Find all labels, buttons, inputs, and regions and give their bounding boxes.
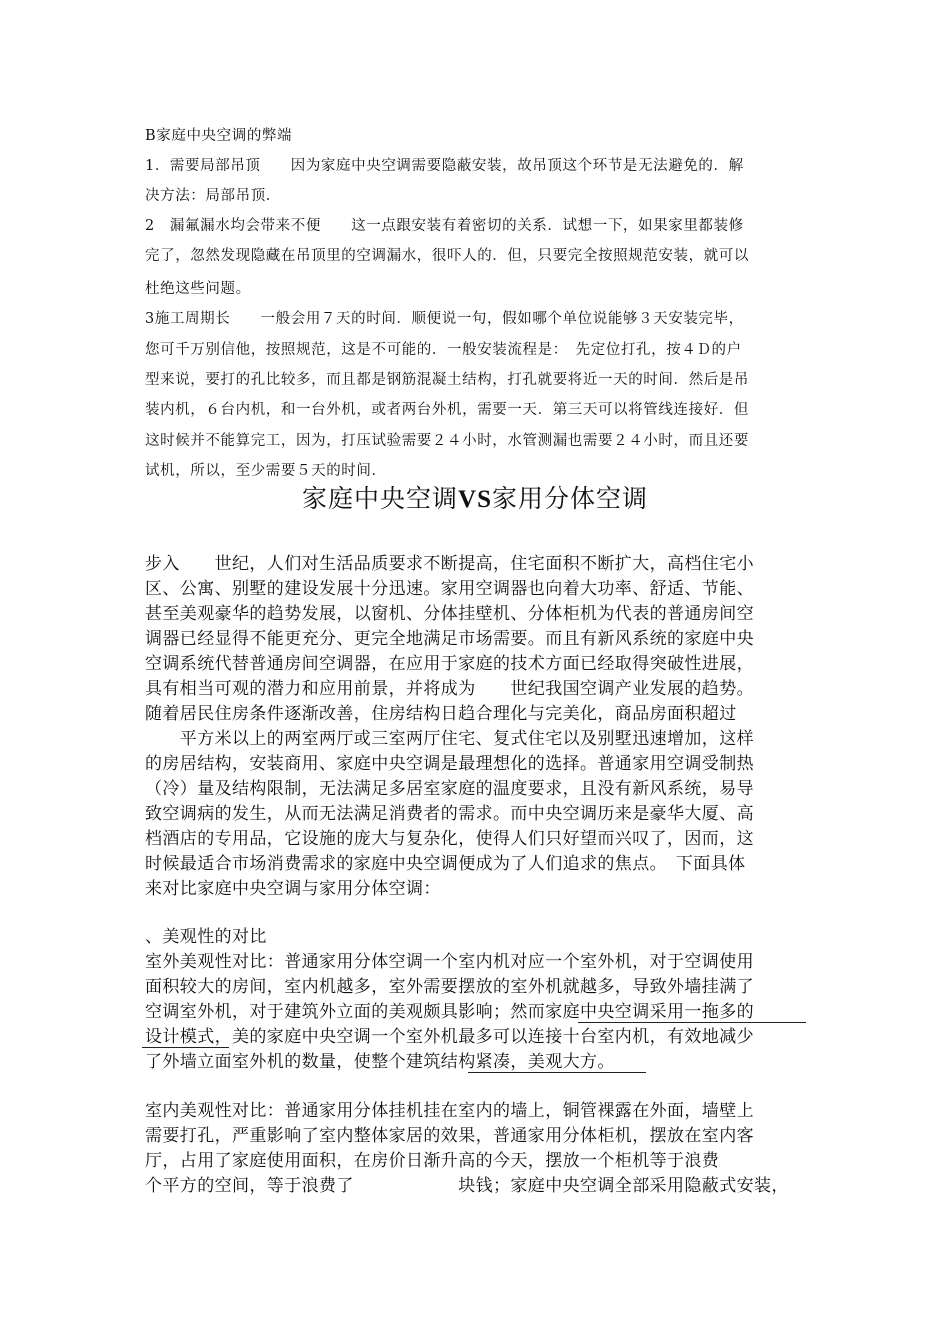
section-b-line: 3施工周期长 一般会用７天的时间．顺便说一句，假如哪个单位说能够３天安装完毕， <box>145 311 744 327</box>
outdoor-line: 了外墙立面室外机的数量，使整个建筑结构紧凑，美观大方。 <box>145 1052 615 1072</box>
section-b-heading: B家庭中央空调的弊端 <box>145 128 293 144</box>
outdoor-line: 面积较大的房间，室内机越多，室外需要摆放的室外机就越多，导致外墙挂满了 <box>145 977 754 997</box>
underline-mark <box>578 1022 806 1023</box>
page-title <box>0 483 950 516</box>
intro-line: 时候最适合市场消费需求的家庭中央空调便成为了人们追求的焦点。 下面具体 <box>145 854 746 874</box>
intro-line: 甚至美观豪华的趋势发展，以窗机、分体挂壁机、分体柜机为代表的普通房间空 <box>145 604 754 624</box>
intro-line: 具有相当可观的潜力和应用前景，并将成为 世纪我国空调产业发展的趋势。 <box>145 679 754 699</box>
indoor-line: 需要打孔，严重影响了室内整体家居的效果，普通家用分体柜机，摆放在室内客 <box>145 1126 754 1146</box>
indoor-line: 厅，占用了家庭使用面积，在房价日渐升高的今天，摆放一个柜机等于浪费 <box>145 1151 720 1171</box>
section-b-line: 您可千万别信他，按照规范，这是不可能的．一般安装流程是： 先定位打孔，按４Ｄ的户 <box>145 342 742 358</box>
section-b-line: 完了，忽然发现隐藏在吊顶里的空调漏水，很吓人的．但，只要完全按照规范安装，就可以 <box>145 248 749 264</box>
outdoor-line: 设计模式，美的家庭中央空调一个室外机最多可以连接十台室内机，有效地减少 <box>145 1027 754 1047</box>
underline-mark <box>142 1047 229 1048</box>
indoor-line: 个平方的空间，等于浪费了 块钱；家庭中央空调全部采用隐蔽式安装， <box>145 1176 789 1196</box>
section-b-line: 这时候并不能算完工，因为，打压试验需要２４小时，水管测漏也需要２４小时，而且还要 <box>145 433 749 449</box>
intro-line: 平方米以上的两室两厅或三室两厅住宅、复式住宅以及别墅迅速增加，这样 <box>145 729 754 749</box>
indoor-line: 室内美观性对比：普通家用分体挂机挂在室内的墙上，铜管裸露在外面，墙壁上 <box>145 1101 754 1121</box>
section-b-line: 试机，所以，至少需要５天的时间． <box>145 463 387 479</box>
title-part2: 家用分体空调 <box>491 484 648 513</box>
intro-line: 空调系统代替普通房间空调器，在应用于家庭的技术方面已经取得突破性进展， <box>145 654 754 674</box>
intro-line: （冷）量及结构限制，无法满足多居室家庭的温度要求，且没有新风系统，易导 <box>145 779 754 799</box>
intro-line: 的房居结构，安装商用、家庭中央空调是最理想化的选择。普通家用空调受制热 <box>145 754 754 774</box>
title-vs: VS <box>458 486 492 513</box>
intro-line: 致空调病的发生，从而无法满足消费者的需求。而中央空调历来是豪华大厦、高 <box>145 804 754 824</box>
section-b-line: 型来说，要打的孔比较多，而且都是钢筋混凝土结构，打孔就要将近一天的时间．然后是吊 <box>145 372 749 388</box>
section-b-line: 装内机，６台内机，和一台外机，或者两台外机，需要一天．第三天可以将管线连接好．但 <box>145 402 749 418</box>
section-b-line: 决方法：局部吊顶． <box>145 188 281 204</box>
outdoor-line: 空调室外机，对于建筑外立面的美观颇具影响；然而家庭中央空调采用一拖多的 <box>145 1002 754 1022</box>
aesthetic-heading: 、美观性的对比 <box>145 927 267 947</box>
outdoor-line: 室外美观性对比：普通家用分体空调一个室内机对应一个室外机，对于空调使用 <box>145 952 754 972</box>
intro-line: 来对比家庭中央空调与家用分体空调： <box>145 879 441 899</box>
underline-mark <box>468 1072 646 1073</box>
intro-line: 调器已经显得不能更充分、更完全地满足市场需要。而且有新风系统的家庭中央 <box>145 629 754 649</box>
intro-line: 随着居民住房条件逐渐改善，住房结构日趋合理化与完美化，商品房面积超过 <box>145 704 737 724</box>
intro-line: 区、公寓、别墅的建设发展十分迅速。家用空调器也向着大功率、舒适、节能、 <box>145 579 754 599</box>
section-b-line: 1．需要局部吊顶 因为家庭中央空调需要隐蔽安装，故吊顶这个环节是无法避免的．解 <box>145 158 744 174</box>
intro-line: 步入 世纪，人们对生活品质要求不断提高，住宅面积不断扩大，高档住宅小 <box>145 554 754 574</box>
section-b-line: 2 漏氟漏水均会带来不便 这一点跟安装有着密切的关系．试想一下，如果家里都装修 <box>145 218 744 234</box>
intro-line: 档酒店的专用品，它设施的庞大与复杂化，使得人们只好望而兴叹了，因而，这 <box>145 829 754 849</box>
title-part1: 家庭中央空调 <box>302 484 459 513</box>
section-b-line: 杜绝这些问题。 <box>145 281 251 297</box>
